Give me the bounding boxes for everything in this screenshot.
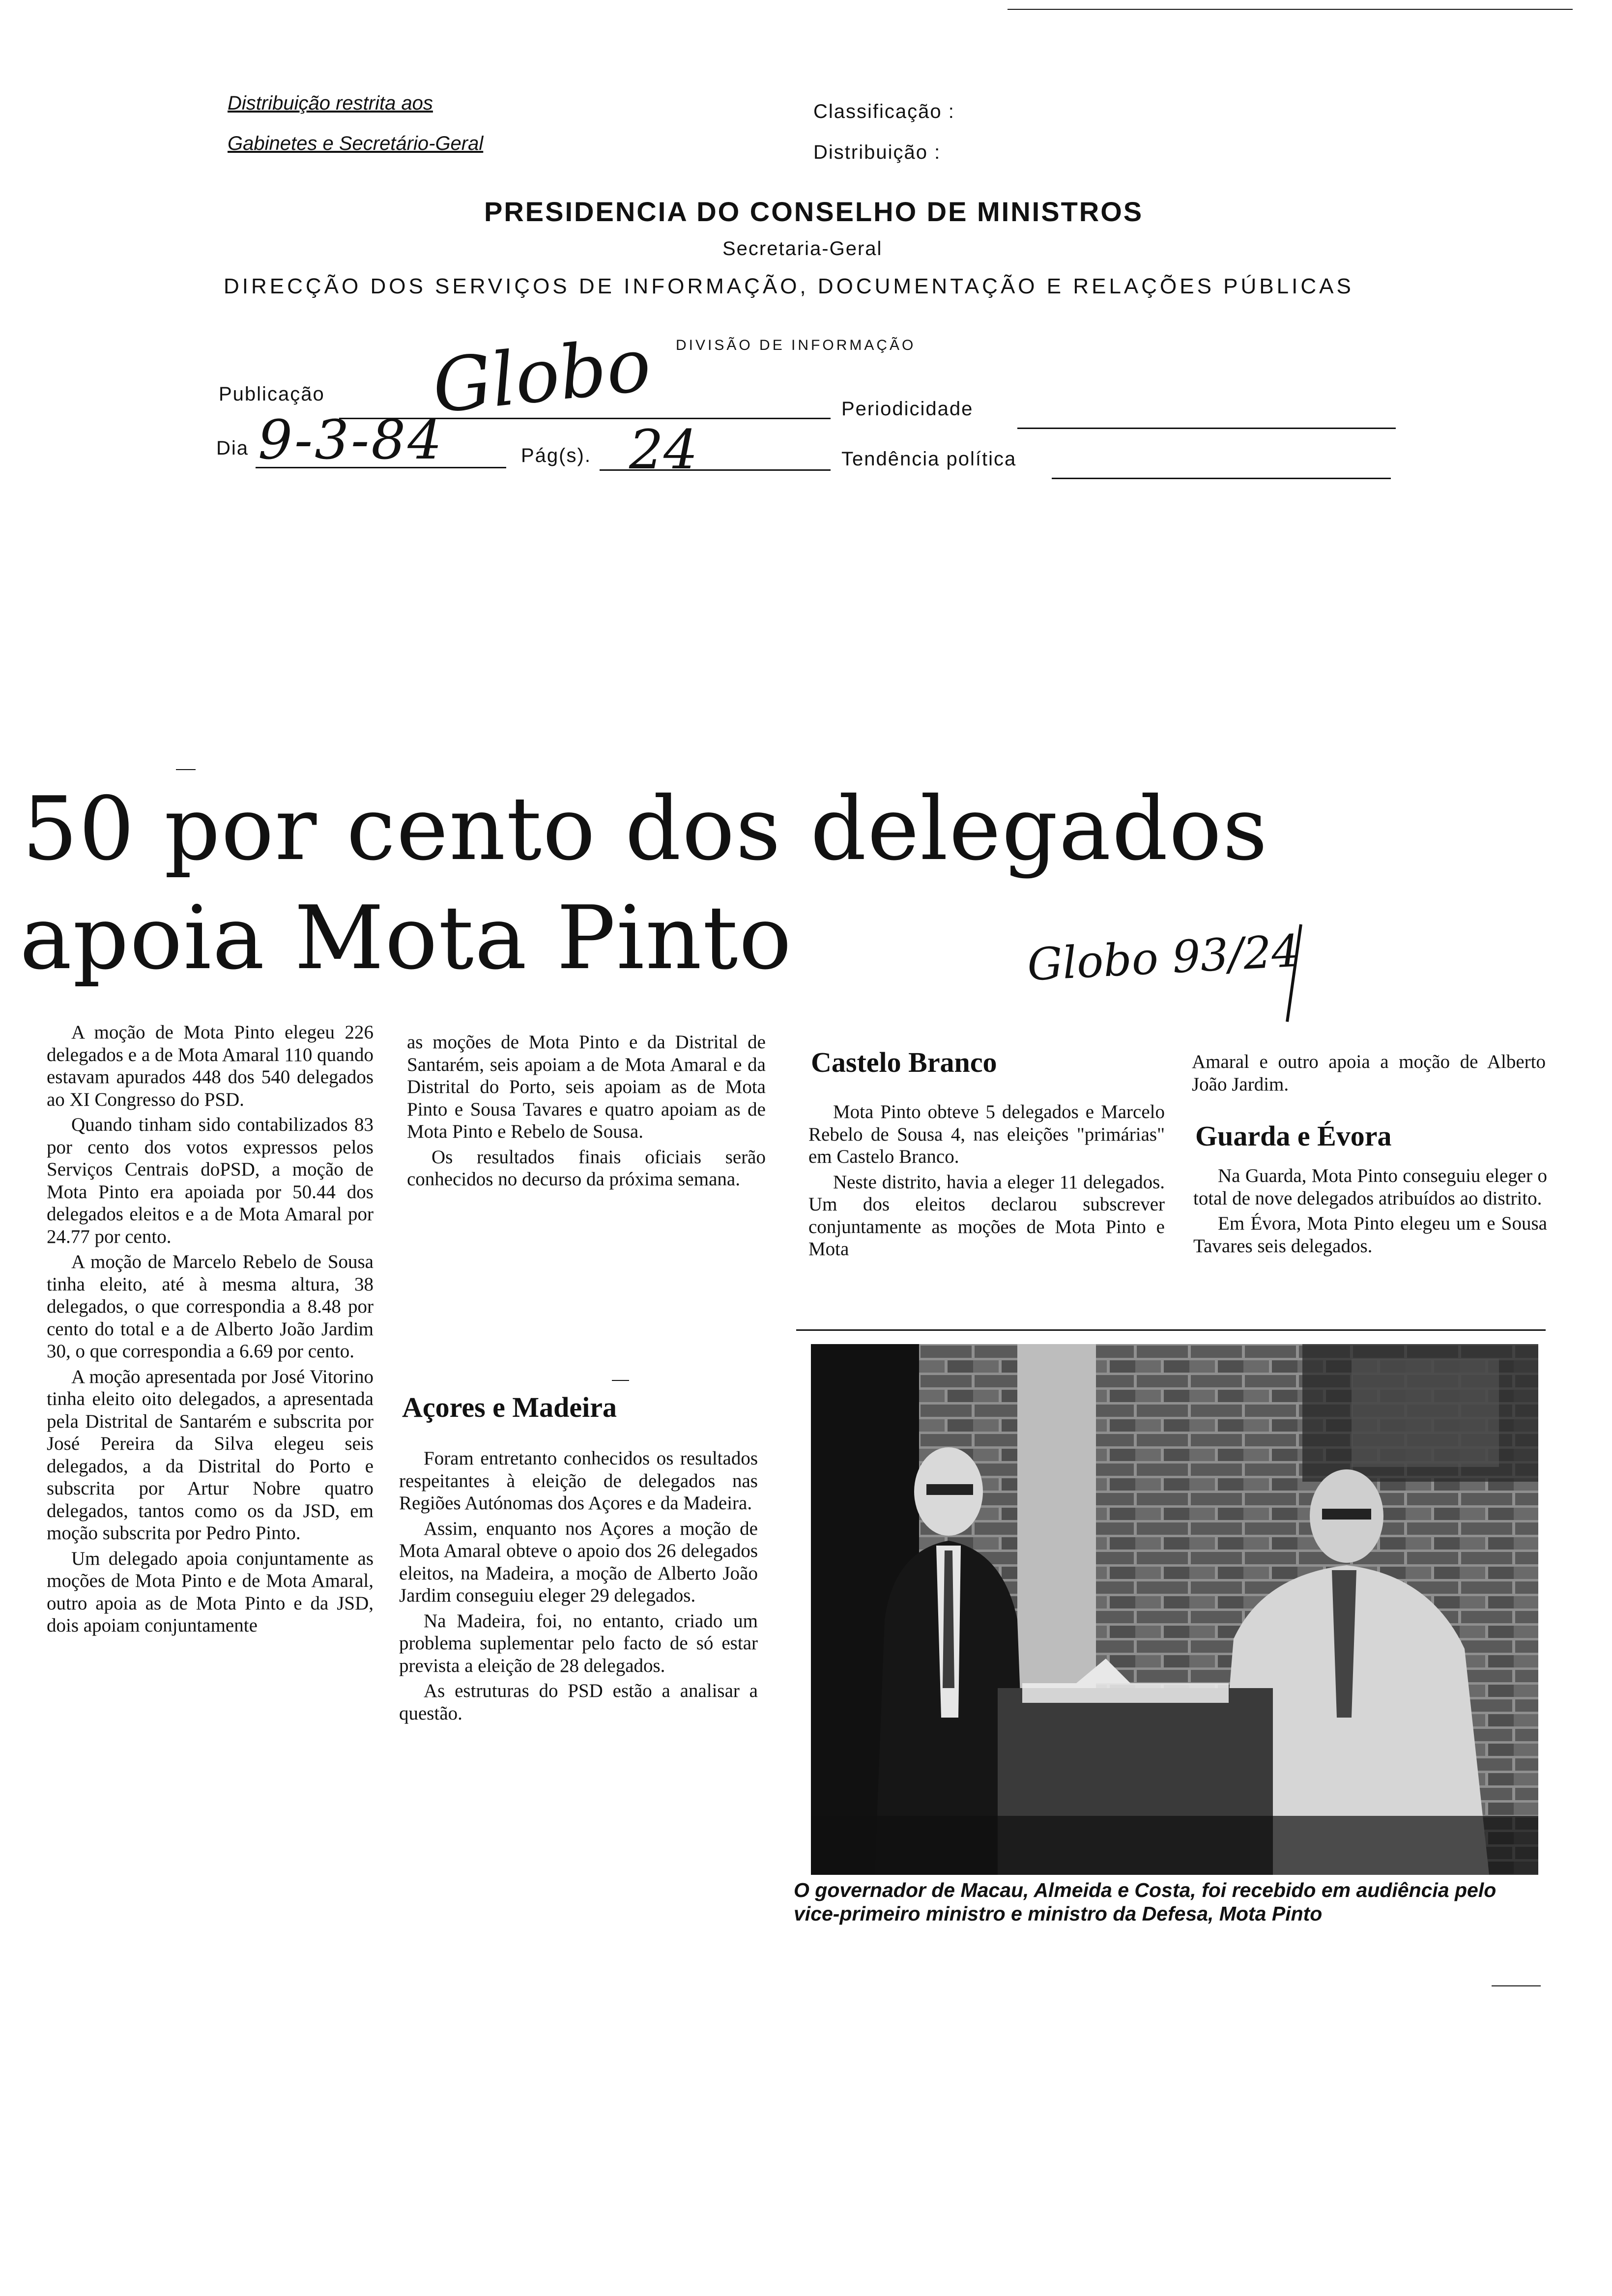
col2-short-rule — [612, 1380, 629, 1381]
col2-paragraph: As estruturas do PSD estão a analisar a questão. — [399, 1680, 758, 1724]
handwritten-note: Globo 93/24 — [1026, 925, 1301, 991]
restricted-line-1: Distribuição restrita aos — [228, 92, 433, 114]
page-title: PRESIDENCIA DO CONSELHO DE MINISTROS — [484, 196, 1144, 227]
dash-mark-left — [176, 769, 196, 770]
division-line: DIVISÃO DE INFORMAÇÃO — [676, 337, 916, 353]
photo-caption: O governador de Macau, Almeida e Costa, foi recebido em audiência pelo vice-primeiro ministro e ministro da Defesa, Mota Pinto — [794, 1879, 1497, 1925]
publicacao-handwritten: Globo — [429, 322, 655, 430]
page-subtitle: Secretaria-Geral — [722, 238, 883, 259]
publicacao-label: Publicação — [219, 383, 325, 405]
restricted-line-2: Gabinetes e Secretário-Geral — [228, 133, 484, 154]
col1-paragraph: A moção de Mota Pinto elegeu 226 delegados e a de Mota Amaral 110 quando estavam apurados 448 dos 540 delegados ao XI Congresso do PSD. — [47, 1022, 374, 1110]
top-edge-rule — [1008, 9, 1573, 10]
bottom-edge-rule — [1492, 1985, 1541, 1986]
periodicidade-label: Periodicidade — [841, 398, 974, 420]
col2-paragraph: Na Madeira, foi, no entanto, criado um problema suplementar pelo facto de só estar prevista a eleição de 28 delegados. — [399, 1610, 758, 1676]
pags-handwritten: 24 — [629, 418, 698, 481]
subheading-castelo-branco: Castelo Branco — [811, 1046, 997, 1078]
dia-label: Dia — [216, 437, 249, 459]
col4-paragraph: Em Évora, Mota Pinto elegeu um e Sousa Tavares seis delegados. — [1193, 1213, 1547, 1257]
department-line: DIRECÇÃO DOS SERVIÇOS DE INFORMAÇÃO, DOCUMENTAÇÃO E RELAÇÕES PÚBLICAS — [224, 274, 1354, 298]
tendencia-label: Tendência política — [841, 448, 1017, 470]
article-column-4 — [1193, 1165, 1547, 1260]
subheading-acores-madeira: Açores e Madeira — [402, 1391, 617, 1423]
col4-paragraph: Amaral e outro apoia a moção de Alberto João Jardim. — [1192, 1051, 1546, 1095]
col1-paragraph: A moção de Marcelo Rebelo de Sousa tinha eleito, até à mesma altura, 38 delegados, o que correspondia a 8.48 por cento do total e a de Alberto João Jardim 30, o que correspondia a 6.69 por cento. — [47, 1251, 374, 1362]
article-column-2-bottom — [399, 1447, 758, 1727]
col1-paragraph: A moção apresentada por José Vitorino tinha eleito oito delegados, a apresentada pela Distrital de Santarém e subscrita por José Pereira da Silva elegeu seis delegados, a da Distrital do Porto e subscrita por Artur Nobre quatro delegados, tantos como os da JSD, em moção subscrita por Pedro Pinto. — [47, 1366, 374, 1544]
photo-top-rule — [796, 1329, 1546, 1331]
article-column-2-top — [407, 1031, 766, 1194]
article-column-1 — [47, 1021, 374, 1640]
distribuicao-label: Distribuição : — [813, 142, 941, 163]
news-photo — [811, 1344, 1538, 1875]
article-column-4-top — [1192, 1051, 1546, 1098]
col3-paragraph: Mota Pinto obteve 5 delegados e Marcelo Rebelo de Sousa 4, nas eleições "primárias" em Castelo Branco. — [808, 1101, 1165, 1167]
col3-paragraph: Neste distrito, havia a eleger 11 delegados. Um dos eleitos declarou subscrever conjuntamente as moções de Mota Pinto e Mota — [808, 1171, 1165, 1260]
classificacao-label: Classificação : — [813, 101, 955, 122]
col2-paragraph: Foram entretanto conhecidos os resultados respeitantes à eleição de delegados nas Regiões Autónomas dos Açores e da Madeira. — [399, 1448, 758, 1514]
col1-paragraph: Um delegado apoia conjuntamente as moções de Mota Pinto e de Mota Amaral, outro apoia as de Mota Pinto e da JSD, dois apoiam conjuntamente — [47, 1548, 374, 1636]
col1-paragraph: Quando tinham sido contabilizados 83 por cento dos votos expressos pelos Serviços Centrais doPSD, a moção de Mota Pinto era apoiada por 50.44 dos delegados eleitos e a de Mota Amaral por 24.77 por cento. — [47, 1114, 374, 1247]
headline-line-1: 50 por cento dos delegados — [22, 778, 1268, 880]
col4-paragraph: Na Guarda, Mota Pinto conseguiu eleger o total de nove delegados atribuídos ao distrito. — [1193, 1165, 1547, 1209]
col2-paragraph: Assim, enquanto nos Açores a moção de Mota Amaral obteve o apoio dos 26 delegados eleitos, na Madeira, a moção de Alberto João Jardim conseguiu eleger 29 delegados. — [399, 1518, 758, 1606]
periodicidade-underline — [1017, 428, 1396, 429]
subheading-guarda-evora: Guarda e Évora — [1195, 1120, 1392, 1152]
headline-line-2: apoia Mota Pinto — [20, 887, 793, 989]
pags-label: Pág(s). — [521, 445, 591, 466]
article-column-3 — [808, 1101, 1165, 1263]
dia-handwritten: 9-3-84 — [258, 408, 444, 471]
photo-illustration — [811, 1344, 1538, 1875]
tendencia-underline — [1052, 478, 1391, 479]
col2-paragraph: Os resultados finais oficiais serão conhecidos no decurso da próxima semana. — [407, 1146, 766, 1190]
col2-paragraph: as moções de Mota Pinto e da Distrital de Santarém, seis apoiam a de Mota Amaral e da Distrital do Porto, seis apoiam as de Mota Pinto e Sousa Tavares e quatro apoiam as de Mota Pinto e Rebelo de Sousa. — [407, 1032, 766, 1142]
